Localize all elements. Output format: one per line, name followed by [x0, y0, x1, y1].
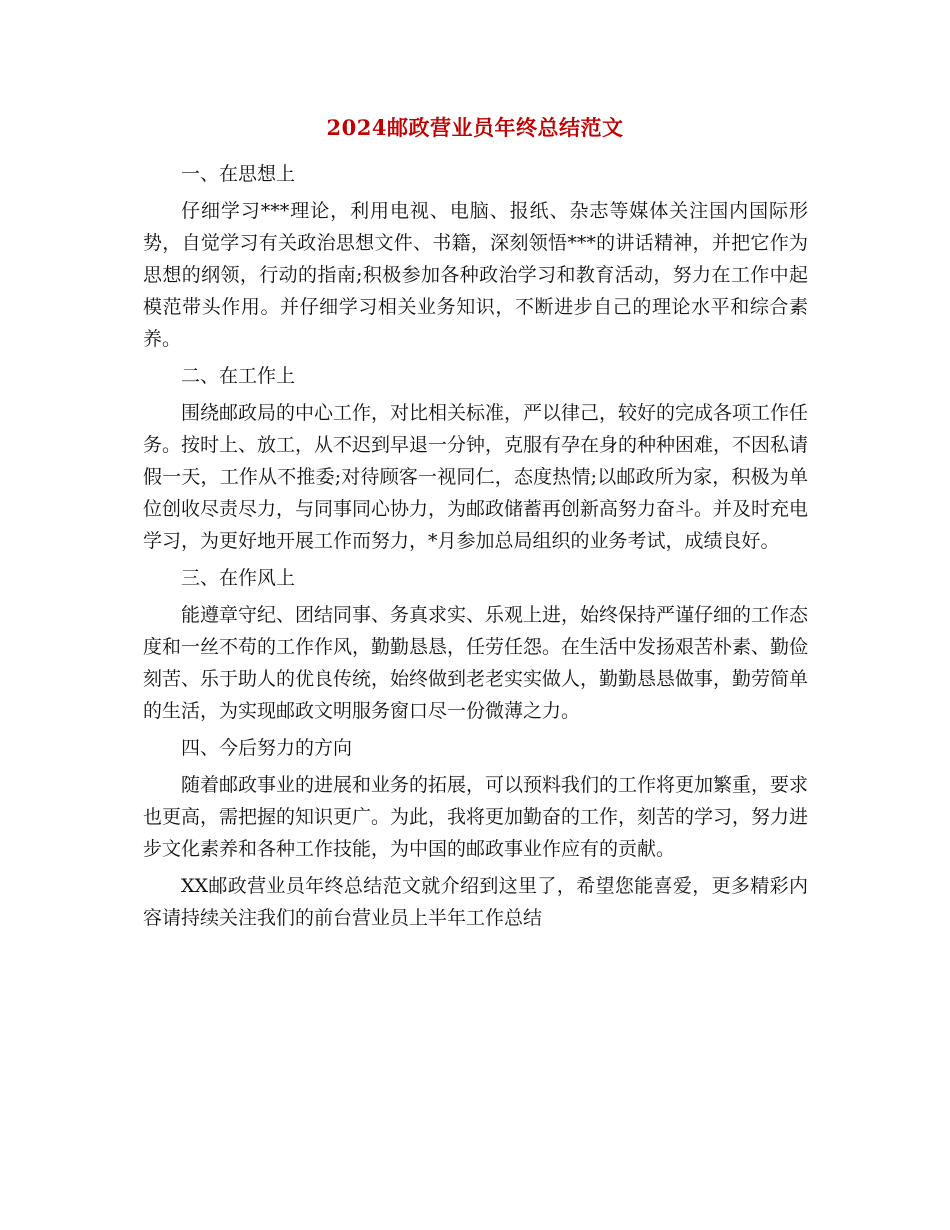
document-body [143, 158, 808, 939]
paragraph-thought: 仔细学习***理论，利用电视、电脑、报纸、杂志等媒体关注国内国际形势，自觉学习有关政治思想文件、书籍，深刻领悟***的讲话精神，并把它作为思想的纲领，行动的指南;积极参加各种政治学习和教育活动，努力在工作中起模范带头作用。并仔细学习相关业务知识，不断进步自己的理论水平和综合素养。 [143, 200, 808, 350]
section-heading-direction: 四、今后努力的方向 [181, 737, 353, 759]
document-title: 2024邮政营业员年终总结范文 [326, 115, 624, 140]
section-heading-thought: 一、在思想上 [181, 163, 296, 185]
paragraph-work: 围绕邮政局的中心工作，对比相关标准，严以律己，较好的完成各项工作任务。按时上、放工，从不迟到早退一分钟，克服有孕在身的种种困难，不因私请假一天，工作从不推委;对待顾客一视同仁，态度热情;以邮政所为家，积极为单位创收尽责尽力，与同事同心协力，为邮政储蓄再创新高努力奋斗。并及时充电学习，为更好地开展工作而努力，*月参加总局组织的业务考试，成绩良好。 [143, 402, 809, 552]
section-heading-style: 三、在作风上 [181, 567, 296, 589]
paragraph-style: 能遵章守纪、团结同事、务真求实、乐观上进，始终保持严谨仔细的工作态度和一丝不苟的工作作风，勤勤恳恳，任劳任怨。在生活中发扬艰苦朴素、勤俭刻苦、乐于助人的优良传统，始终做到老老实实做人，勤勤恳恳做事，勤劳简单的生活，为实现邮政文明服务窗口尽一份微薄之力。 [143, 604, 809, 722]
section-heading-work: 二、在工作上 [181, 365, 296, 387]
paragraph-closing: XX邮政营业员年终总结范文就介绍到这里了，希望您能喜爱，更多精彩内容请持续关注我们的前台营业员上半年工作总结 [143, 875, 808, 929]
paragraph-direction: 随着邮政事业的进展和业务的拓展，可以预料我们的工作将更加繁重，要求也更高，需把握的知识更广。为此，我将更加勤奋的工作，刻苦的学习，努力进步文化素养和各种工作技能，为中国的邮政事业作应有的贡献。 [143, 774, 809, 860]
